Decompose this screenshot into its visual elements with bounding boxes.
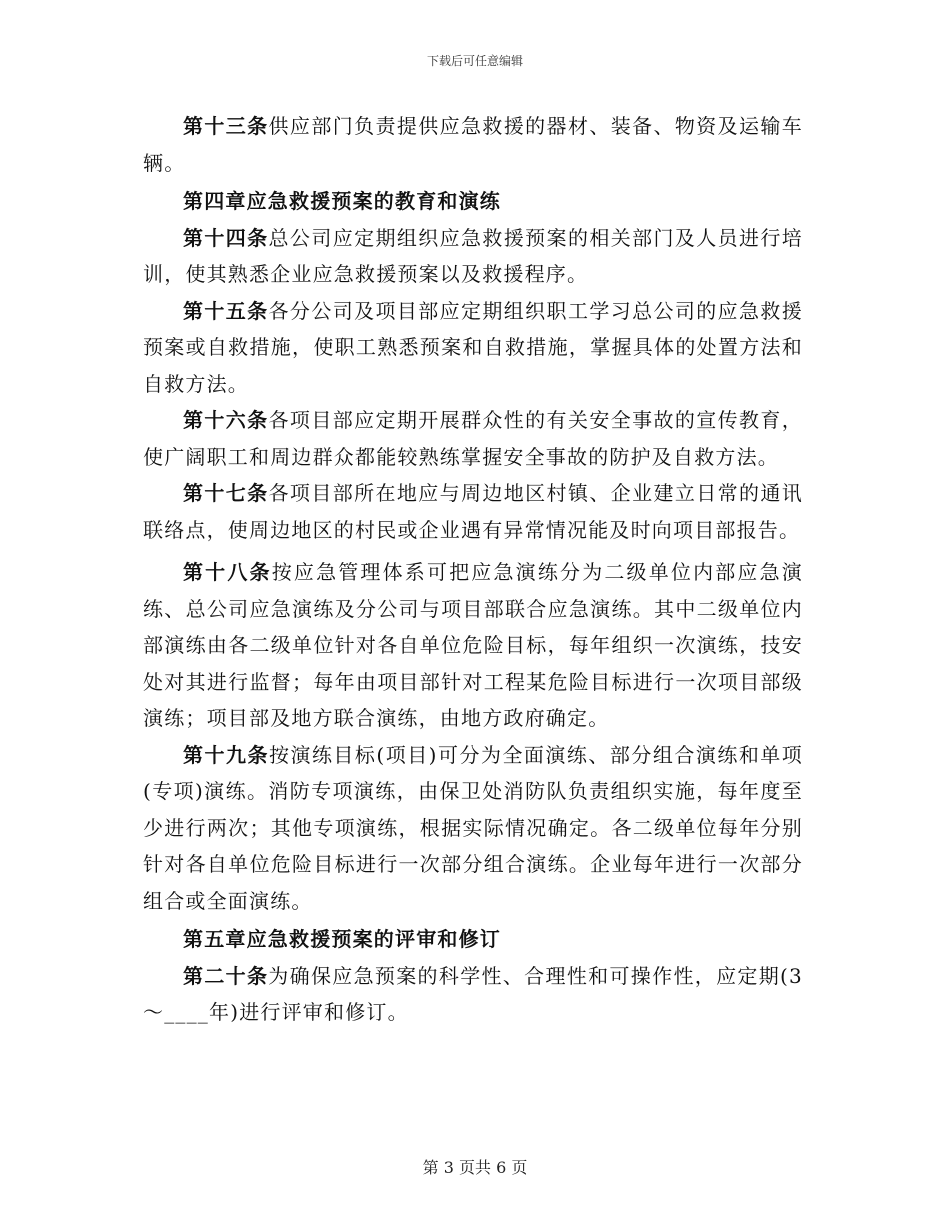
article-label: 第十六条: [183, 408, 269, 432]
article-text: 按应急管理体系可把应急演练分为二级单位内部应急演练、总公司应急演练及分公司与项目部联合应急演练。其中二级单位内部演练由各二级单位针对各自单位危险目标，每年组织一次演练，技安处对其进行监督；每年由项目部针对工程某危险目标进行一次项目部级演练；项目部及地方联合演练，由地方政府确定。: [143, 560, 803, 730]
article-19: [143, 737, 803, 920]
article-16: [143, 402, 803, 475]
chapter-4-heading: 第四章应急救援预案的教育和演练: [183, 189, 501, 213]
article-18: [143, 554, 803, 737]
article-text: 各分公司及项目部应定期组织职工学习总公司的应急救援预案或自救措施，使职工熟悉预案和自救措施，掌握具体的处置方法和自救方法。: [143, 298, 803, 396]
article-label: 第十四条: [183, 225, 269, 250]
article-label: 第十三条: [183, 114, 269, 138]
document-body: [143, 108, 803, 1031]
article-text: 各项目部所在地应与周边地区村镇、企业建立日常的通讯联络点，使周边地区的村民或企业遇有异常情况能及时向项目部报告。: [143, 481, 803, 542]
article-15: [143, 293, 803, 403]
article-label: 第十七条: [183, 481, 269, 505]
article-label: 第二十条: [183, 963, 269, 988]
article-text: 为确保应急预案的科学性、合理性和可操作性，应定期(3～____年)进行评审和修订。: [143, 963, 803, 1024]
article-label: 第十九条: [183, 742, 269, 767]
article-text: 按演练目标(项目)可分为全面演练、部分组合演练和单项(专项)演练。消防专项演练，由保卫处消防队负责组织实施，每年度至少进行两次；其他专项演练，根据实际情况确定。各二级单位每年分别针对各自单位危险目标进行一次部分组合演练。企业每年进行一次部分组合或全面演练。: [143, 742, 803, 913]
article-13: [143, 108, 803, 181]
article-label: 第十八条: [183, 560, 272, 584]
chapter-5-heading: 第五章应急救援预案的评审和修订: [183, 927, 501, 951]
page-footer: 第 3 页共 6 页: [422, 1158, 528, 1177]
article-17: [143, 475, 803, 548]
article-text: 供应部门负责提供应急救援的器材、装备、物资及运输车辆。: [143, 114, 803, 175]
article-text: 各项目部应定期开展群众性的有关安全事故的宣传教育，使广阔职工和周边群众都能较熟练掌握安全事故的防护及自救方法。: [143, 408, 803, 469]
article-14: [143, 220, 803, 293]
article-20: [143, 958, 803, 1031]
page-header: 下载后可任意编辑: [426, 54, 523, 68]
article-label: 第十五条: [183, 298, 269, 323]
article-text: 总公司应定期组织应急救援预案的相关部门及人员进行培训，使其熟悉企业应急救援预案以及救援程序。: [143, 225, 803, 286]
